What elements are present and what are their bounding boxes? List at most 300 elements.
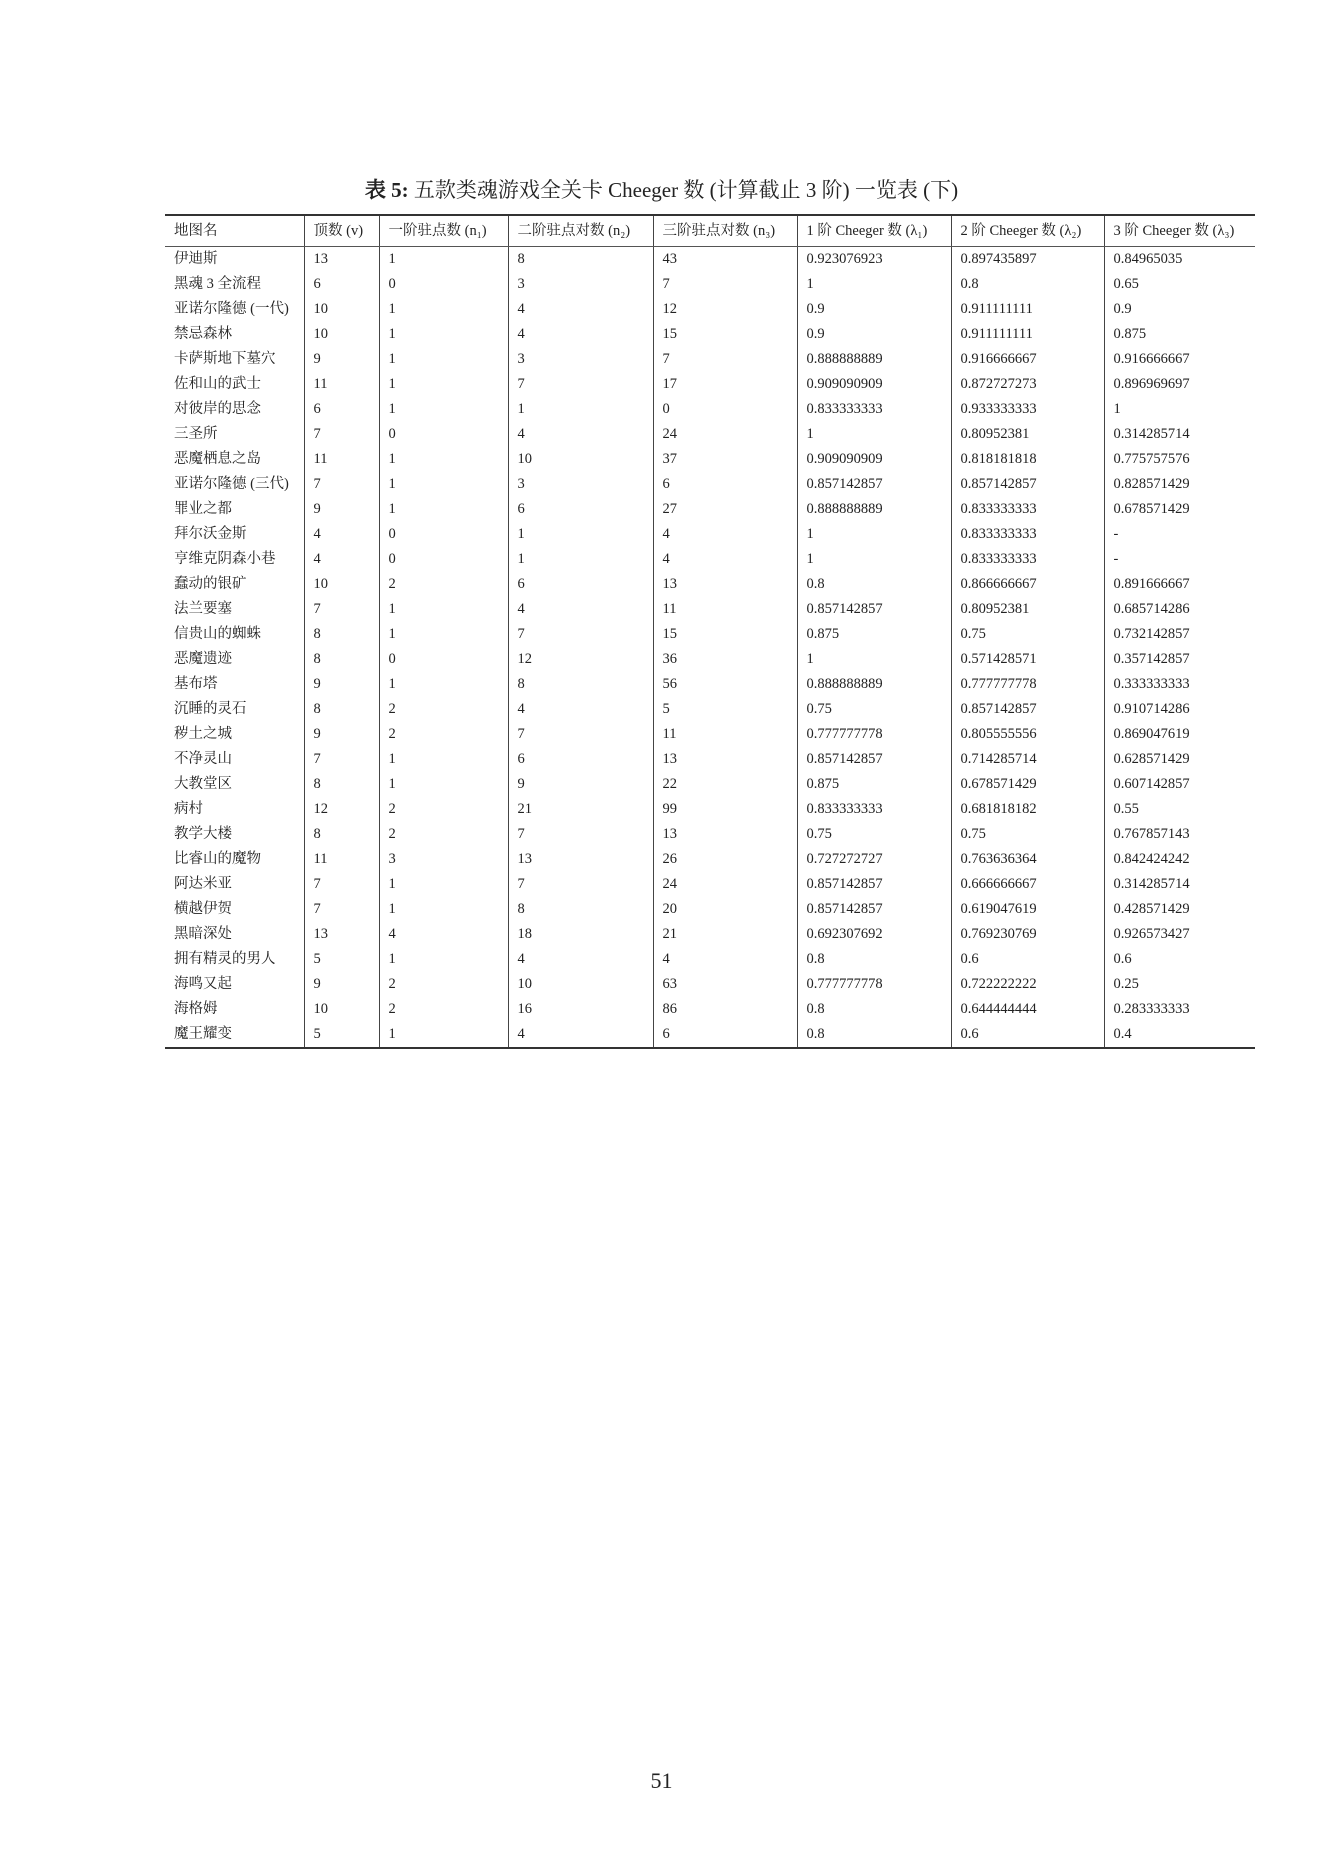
table-cell: 1 bbox=[508, 547, 653, 572]
map-name-cell: 海格姆 bbox=[174, 1001, 218, 1017]
table-cell: 0 bbox=[379, 647, 508, 672]
table-cell: 6 bbox=[304, 272, 379, 297]
table-cell: 0.891666667 bbox=[1104, 572, 1255, 597]
caption-text: 五款类魂游戏全关卡 Cheeger 数 (计算截止 3 阶) 一览表 (下) bbox=[413, 178, 959, 202]
table-cell: 0.314285714 bbox=[1104, 422, 1255, 447]
table-cell: 7 bbox=[304, 897, 379, 922]
table-row bbox=[165, 697, 1255, 722]
table-cell: 6 bbox=[508, 572, 653, 597]
table-cell: 0.8 bbox=[797, 997, 951, 1022]
table-row bbox=[165, 947, 1255, 972]
table-cell: 0.833333333 bbox=[797, 797, 951, 822]
table-cell: 0.666666667 bbox=[951, 872, 1104, 897]
table-cell: 8 bbox=[304, 647, 379, 672]
table-cell: 0.6 bbox=[1104, 947, 1255, 972]
table-cell: 1 bbox=[379, 372, 508, 397]
table-cell: 1 bbox=[379, 447, 508, 472]
map-name-cell: 对彼岸的思念 bbox=[174, 401, 261, 417]
table-row bbox=[165, 897, 1255, 922]
table-cell: 24 bbox=[653, 422, 797, 447]
table-cell: 0.869047619 bbox=[1104, 722, 1255, 747]
table-cell: - bbox=[1104, 522, 1255, 547]
column-header: 三阶驻点对数 (n₃) bbox=[653, 215, 797, 247]
table-row bbox=[165, 922, 1255, 947]
table-cell: 15 bbox=[653, 622, 797, 647]
table-cell: 0.818181818 bbox=[951, 447, 1104, 472]
table-cell: 13 bbox=[304, 247, 379, 273]
table-cell: 0.857142857 bbox=[951, 697, 1104, 722]
table-cell: 10 bbox=[304, 997, 379, 1022]
table-cell: 13 bbox=[653, 822, 797, 847]
table-cell: 37 bbox=[653, 447, 797, 472]
table-cell: 7 bbox=[304, 597, 379, 622]
table-cell: 8 bbox=[508, 672, 653, 697]
table-cell: 0.681818182 bbox=[951, 797, 1104, 822]
map-name-cell: 法兰要塞 bbox=[174, 601, 232, 617]
table-cell: 9 bbox=[304, 972, 379, 997]
table-row bbox=[165, 822, 1255, 847]
table-row bbox=[165, 647, 1255, 672]
map-name-cell: 魔王耀变 bbox=[174, 1026, 232, 1042]
table-cell: 0.607142857 bbox=[1104, 772, 1255, 797]
table-cell: 1 bbox=[379, 497, 508, 522]
table-cell: 26 bbox=[653, 847, 797, 872]
table-cell: 0.857142857 bbox=[797, 747, 951, 772]
table-cell: 7 bbox=[508, 372, 653, 397]
map-name-cell: 基布塔 bbox=[174, 676, 218, 692]
table-cell: 0 bbox=[379, 272, 508, 297]
table-cell: 12 bbox=[304, 797, 379, 822]
table-row bbox=[165, 372, 1255, 397]
map-name-cell: 卡萨斯地下墓穴 bbox=[174, 351, 276, 367]
column-header: 一阶驻点数 (n₁) bbox=[379, 215, 508, 247]
table-cell: 0 bbox=[379, 547, 508, 572]
table-cell: 13 bbox=[653, 572, 797, 597]
table-cell: 0.25 bbox=[1104, 972, 1255, 997]
table-cell: 0.909090909 bbox=[797, 372, 951, 397]
table-cell: 10 bbox=[304, 322, 379, 347]
map-name-cell: 蠢动的银矿 bbox=[174, 576, 247, 592]
table-cell: 1 bbox=[379, 772, 508, 797]
map-name-cell: 大教堂区 bbox=[174, 776, 232, 792]
table-cell: 0.9 bbox=[797, 322, 951, 347]
table-cell: 9 bbox=[304, 672, 379, 697]
table-row bbox=[165, 572, 1255, 597]
table-cell: 0.357142857 bbox=[1104, 647, 1255, 672]
table-cell: 0.8 bbox=[797, 572, 951, 597]
table-cell: 4 bbox=[508, 1022, 653, 1048]
table-cell: 0.767857143 bbox=[1104, 822, 1255, 847]
table-cell: 1 bbox=[797, 647, 951, 672]
table-row bbox=[165, 622, 1255, 647]
map-name-cell: 伊迪斯 bbox=[174, 251, 218, 267]
table-cell: 0.888888889 bbox=[797, 672, 951, 697]
table-cell: 1 bbox=[379, 872, 508, 897]
table-cell: 0.80952381 bbox=[951, 422, 1104, 447]
table-cell: 1 bbox=[379, 1022, 508, 1048]
table-cell: 21 bbox=[508, 797, 653, 822]
table-cell: 5 bbox=[304, 947, 379, 972]
table-cell: 36 bbox=[653, 647, 797, 672]
table-cell: 7 bbox=[508, 872, 653, 897]
table-cell: 0.571428571 bbox=[951, 647, 1104, 672]
table-cell: 2 bbox=[379, 797, 508, 822]
page-number: 51 bbox=[650, 1768, 673, 1793]
table-cell: 0.857142857 bbox=[797, 897, 951, 922]
table-row bbox=[165, 547, 1255, 572]
table-cell: 10 bbox=[508, 447, 653, 472]
table-cell: - bbox=[1104, 547, 1255, 572]
table-header-row bbox=[165, 215, 1255, 247]
map-name-cell: 亨维克阴森小巷 bbox=[174, 551, 276, 567]
table-cell: 0.692307692 bbox=[797, 922, 951, 947]
table-cell: 11 bbox=[304, 447, 379, 472]
map-name-cell: 比睿山的魔物 bbox=[174, 851, 261, 867]
table-cell: 1 bbox=[508, 522, 653, 547]
table-cell: 0.714285714 bbox=[951, 747, 1104, 772]
table-cell: 7 bbox=[508, 622, 653, 647]
map-name-cell: 佐和山的武士 bbox=[174, 376, 261, 392]
map-name-cell: 亚诺尔隆德 (一代) bbox=[174, 301, 289, 317]
map-name-cell: 教学大楼 bbox=[174, 826, 232, 842]
column-header: 顶数 (v) bbox=[304, 215, 379, 247]
table-body bbox=[165, 247, 1255, 1049]
table-cell: 0.9 bbox=[1104, 297, 1255, 322]
map-name-cell: 三圣所 bbox=[174, 426, 218, 442]
table-cell: 1 bbox=[508, 397, 653, 422]
table-cell: 1 bbox=[797, 272, 951, 297]
table-cell: 0.857142857 bbox=[951, 472, 1104, 497]
table-cell: 17 bbox=[653, 372, 797, 397]
table-row bbox=[165, 247, 1255, 273]
table-row bbox=[165, 447, 1255, 472]
table-cell: 0.888888889 bbox=[797, 497, 951, 522]
table-cell: 2 bbox=[379, 972, 508, 997]
table-cell: 4 bbox=[653, 522, 797, 547]
table-cell: 56 bbox=[653, 672, 797, 697]
table-cell: 11 bbox=[653, 722, 797, 747]
table-cell: 2 bbox=[379, 822, 508, 847]
table-cell: 1 bbox=[379, 247, 508, 273]
table-cell: 0.8 bbox=[797, 1022, 951, 1048]
map-name-cell: 黑暗深处 bbox=[174, 926, 232, 942]
table-cell: 1 bbox=[379, 597, 508, 622]
table-cell: 0.833333333 bbox=[951, 497, 1104, 522]
table-cell: 1 bbox=[379, 347, 508, 372]
map-name-cell: 亚诺尔隆德 (三代) bbox=[174, 476, 289, 492]
table-cell: 0.619047619 bbox=[951, 897, 1104, 922]
map-name-cell: 海鸣又起 bbox=[174, 976, 232, 992]
table-cell: 7 bbox=[304, 747, 379, 772]
table-row bbox=[165, 747, 1255, 772]
table-cell: 6 bbox=[508, 747, 653, 772]
table-cell: 2 bbox=[379, 572, 508, 597]
table-cell: 8 bbox=[304, 622, 379, 647]
table-cell: 0.857142857 bbox=[797, 472, 951, 497]
table-row bbox=[165, 322, 1255, 347]
table-cell: 1 bbox=[379, 472, 508, 497]
table-cell: 4 bbox=[304, 522, 379, 547]
table-cell: 3 bbox=[508, 272, 653, 297]
table-cell: 22 bbox=[653, 772, 797, 797]
table-cell: 8 bbox=[304, 822, 379, 847]
table-cell: 99 bbox=[653, 797, 797, 822]
table-row bbox=[165, 672, 1255, 697]
table-cell: 4 bbox=[653, 547, 797, 572]
table-cell: 43 bbox=[653, 247, 797, 273]
table-cell: 16 bbox=[508, 997, 653, 1022]
table-cell: 0.777777778 bbox=[797, 722, 951, 747]
caption-label: 表 5: bbox=[364, 178, 409, 202]
table-cell: 4 bbox=[508, 422, 653, 447]
table-row bbox=[165, 972, 1255, 997]
table-cell: 0.911111111 bbox=[951, 297, 1104, 322]
table-cell: 11 bbox=[304, 372, 379, 397]
table-cell: 6 bbox=[304, 397, 379, 422]
column-header: 3 阶 Cheeger 数 (λ₃) bbox=[1104, 215, 1255, 247]
table-cell: 0.842424242 bbox=[1104, 847, 1255, 872]
table-cell: 0.777777778 bbox=[797, 972, 951, 997]
table-cell: 0.9 bbox=[797, 297, 951, 322]
table-cell: 0.833333333 bbox=[797, 397, 951, 422]
table-cell: 5 bbox=[304, 1022, 379, 1048]
table-cell: 1 bbox=[379, 747, 508, 772]
table-cell: 0.909090909 bbox=[797, 447, 951, 472]
map-name-cell: 恶魔栖息之岛 bbox=[174, 451, 261, 467]
table-cell: 0.727272727 bbox=[797, 847, 951, 872]
table-cell: 0.65 bbox=[1104, 272, 1255, 297]
table-cell: 18 bbox=[508, 922, 653, 947]
table-cell: 0.732142857 bbox=[1104, 622, 1255, 647]
map-name-cell: 不净灵山 bbox=[174, 751, 232, 767]
table-cell: 9 bbox=[304, 497, 379, 522]
table-row bbox=[165, 797, 1255, 822]
table-cell: 12 bbox=[653, 297, 797, 322]
table-cell: 6 bbox=[508, 497, 653, 522]
table-cell: 1 bbox=[379, 622, 508, 647]
table-cell: 0.828571429 bbox=[1104, 472, 1255, 497]
table-cell: 1 bbox=[379, 397, 508, 422]
table-cell: 0.75 bbox=[797, 697, 951, 722]
table-cell: 7 bbox=[304, 872, 379, 897]
table-cell: 12 bbox=[508, 647, 653, 672]
table-cell: 0.685714286 bbox=[1104, 597, 1255, 622]
table-cell: 0.897435897 bbox=[951, 247, 1104, 273]
table-cell: 10 bbox=[508, 972, 653, 997]
table-cell: 4 bbox=[304, 547, 379, 572]
table-cell: 0.916666667 bbox=[951, 347, 1104, 372]
table-cell: 0.805555556 bbox=[951, 722, 1104, 747]
table-cell: 5 bbox=[653, 697, 797, 722]
table-cell: 0.916666667 bbox=[1104, 347, 1255, 372]
table-cell: 7 bbox=[304, 422, 379, 447]
table-cell: 6 bbox=[653, 472, 797, 497]
table-row bbox=[165, 772, 1255, 797]
table-cell: 1 bbox=[379, 322, 508, 347]
map-name-cell: 横越伊贺 bbox=[174, 901, 232, 917]
table-cell: 27 bbox=[653, 497, 797, 522]
table-cell: 0.644444444 bbox=[951, 997, 1104, 1022]
table-cell: 0.933333333 bbox=[951, 397, 1104, 422]
table-cell: 0.911111111 bbox=[951, 322, 1104, 347]
table-cell: 3 bbox=[508, 347, 653, 372]
table-cell: 0.866666667 bbox=[951, 572, 1104, 597]
table-row bbox=[165, 422, 1255, 447]
table-cell: 1 bbox=[379, 672, 508, 697]
map-name-cell: 禁忌森林 bbox=[174, 326, 232, 342]
table-cell: 10 bbox=[304, 572, 379, 597]
map-name-cell: 沉睡的灵石 bbox=[174, 701, 247, 717]
table-cell: 0.923076923 bbox=[797, 247, 951, 273]
table-row bbox=[165, 847, 1255, 872]
table-cell: 4 bbox=[508, 947, 653, 972]
table-cell: 7 bbox=[304, 472, 379, 497]
table-cell: 0.833333333 bbox=[951, 522, 1104, 547]
table-cell: 0.875 bbox=[797, 772, 951, 797]
table-cell: 6 bbox=[653, 1022, 797, 1048]
table-cell: 0.333333333 bbox=[1104, 672, 1255, 697]
table-cell: 2 bbox=[379, 722, 508, 747]
table-cell: 7 bbox=[508, 722, 653, 747]
table-cell: 8 bbox=[304, 697, 379, 722]
table-cell: 7 bbox=[653, 347, 797, 372]
table-row bbox=[165, 722, 1255, 747]
table-cell: 13 bbox=[653, 747, 797, 772]
map-name-cell: 拥有精灵的男人 bbox=[174, 951, 276, 967]
table-cell: 0.8 bbox=[797, 947, 951, 972]
table-cell: 4 bbox=[508, 297, 653, 322]
map-name-cell: 信贵山的蜘蛛 bbox=[174, 626, 261, 642]
table-cell: 0.926573427 bbox=[1104, 922, 1255, 947]
table-cell: 1 bbox=[379, 947, 508, 972]
table-cell: 0.678571429 bbox=[1104, 497, 1255, 522]
map-name-cell: 罪业之都 bbox=[174, 501, 232, 517]
map-name-cell: 恶魔遗迹 bbox=[174, 651, 232, 667]
table-cell: 0.4 bbox=[1104, 1022, 1255, 1048]
table-cell: 2 bbox=[379, 697, 508, 722]
column-header: 地图名 bbox=[165, 215, 304, 247]
table-cell: 0.722222222 bbox=[951, 972, 1104, 997]
map-name-cell: 病村 bbox=[174, 801, 203, 817]
table-cell: 1 bbox=[797, 547, 951, 572]
table-cell: 4 bbox=[653, 947, 797, 972]
table-cell: 0.283333333 bbox=[1104, 997, 1255, 1022]
table-row bbox=[165, 472, 1255, 497]
table-cell: 2 bbox=[379, 997, 508, 1022]
table-row bbox=[165, 297, 1255, 322]
table-cell: 24 bbox=[653, 872, 797, 897]
table-cell: 7 bbox=[653, 272, 797, 297]
table-cell: 0.910714286 bbox=[1104, 697, 1255, 722]
map-name-cell: 拜尔沃金斯 bbox=[174, 526, 247, 542]
table-cell: 0.678571429 bbox=[951, 772, 1104, 797]
table-cell: 4 bbox=[508, 697, 653, 722]
table-cell: 4 bbox=[508, 597, 653, 622]
table-cell: 0.775757576 bbox=[1104, 447, 1255, 472]
map-name-cell: 黑魂 3 全流程 bbox=[174, 276, 261, 292]
table-row bbox=[165, 597, 1255, 622]
table-cell: 0.857142857 bbox=[797, 597, 951, 622]
table-cell: 0.875 bbox=[1104, 322, 1255, 347]
table-row bbox=[165, 997, 1255, 1022]
table-cell: 10 bbox=[304, 297, 379, 322]
table-cell: 0 bbox=[379, 422, 508, 447]
table-row bbox=[165, 347, 1255, 372]
table-cell: 8 bbox=[508, 897, 653, 922]
table-cell: 0.314285714 bbox=[1104, 872, 1255, 897]
table-cell: 86 bbox=[653, 997, 797, 1022]
table-cell: 20 bbox=[653, 897, 797, 922]
table-cell: 11 bbox=[653, 597, 797, 622]
table-cell: 0.628571429 bbox=[1104, 747, 1255, 772]
table-cell: 0 bbox=[379, 522, 508, 547]
column-header: 二阶驻点对数 (n₂) bbox=[508, 215, 653, 247]
column-header: 1 阶 Cheeger 数 (λ₁) bbox=[797, 215, 951, 247]
table-cell: 15 bbox=[653, 322, 797, 347]
column-header: 2 阶 Cheeger 数 (λ₂) bbox=[951, 215, 1104, 247]
table-cell: 0.896969697 bbox=[1104, 372, 1255, 397]
table-cell: 4 bbox=[508, 322, 653, 347]
table-cell: 9 bbox=[508, 772, 653, 797]
table-cell: 21 bbox=[653, 922, 797, 947]
table-caption bbox=[0, 174, 1323, 204]
table-cell: 13 bbox=[508, 847, 653, 872]
table-cell: 0.6 bbox=[951, 947, 1104, 972]
table-cell: 9 bbox=[304, 722, 379, 747]
table-cell: 0.75 bbox=[797, 822, 951, 847]
table-cell: 1 bbox=[797, 522, 951, 547]
table-cell: 0.80952381 bbox=[951, 597, 1104, 622]
table-cell: 7 bbox=[508, 822, 653, 847]
table-cell: 1 bbox=[379, 897, 508, 922]
table-cell: 8 bbox=[508, 247, 653, 273]
table-cell: 8 bbox=[304, 772, 379, 797]
table-cell: 0 bbox=[653, 397, 797, 422]
cheeger-table bbox=[165, 214, 1255, 1049]
table-cell: 0.857142857 bbox=[797, 872, 951, 897]
table-cell: 1 bbox=[797, 422, 951, 447]
table-cell: 0.777777778 bbox=[951, 672, 1104, 697]
table-cell: 63 bbox=[653, 972, 797, 997]
table-row bbox=[165, 497, 1255, 522]
table-cell: 4 bbox=[379, 922, 508, 947]
table-cell: 11 bbox=[304, 847, 379, 872]
table-cell: 1 bbox=[379, 297, 508, 322]
table-cell: 0.84965035 bbox=[1104, 247, 1255, 273]
table-cell: 1 bbox=[1104, 397, 1255, 422]
table-row bbox=[165, 522, 1255, 547]
table-row bbox=[165, 272, 1255, 297]
map-name-cell: 阿达米亚 bbox=[174, 876, 232, 892]
table-row bbox=[165, 872, 1255, 897]
table-cell: 0.872727273 bbox=[951, 372, 1104, 397]
table-cell: 3 bbox=[379, 847, 508, 872]
table-cell: 0.875 bbox=[797, 622, 951, 647]
table-cell: 0.888888889 bbox=[797, 347, 951, 372]
table-cell: 3 bbox=[508, 472, 653, 497]
table-row bbox=[165, 1022, 1255, 1048]
table-cell: 0.833333333 bbox=[951, 547, 1104, 572]
table-cell: 0.763636364 bbox=[951, 847, 1104, 872]
table-cell: 0.428571429 bbox=[1104, 897, 1255, 922]
table-cell: 0.769230769 bbox=[951, 922, 1104, 947]
table-cell: 9 bbox=[304, 347, 379, 372]
table-cell: 13 bbox=[304, 922, 379, 947]
table-row bbox=[165, 397, 1255, 422]
table-cell: 0.75 bbox=[951, 622, 1104, 647]
table-cell: 0.55 bbox=[1104, 797, 1255, 822]
table-cell: 0.75 bbox=[951, 822, 1104, 847]
